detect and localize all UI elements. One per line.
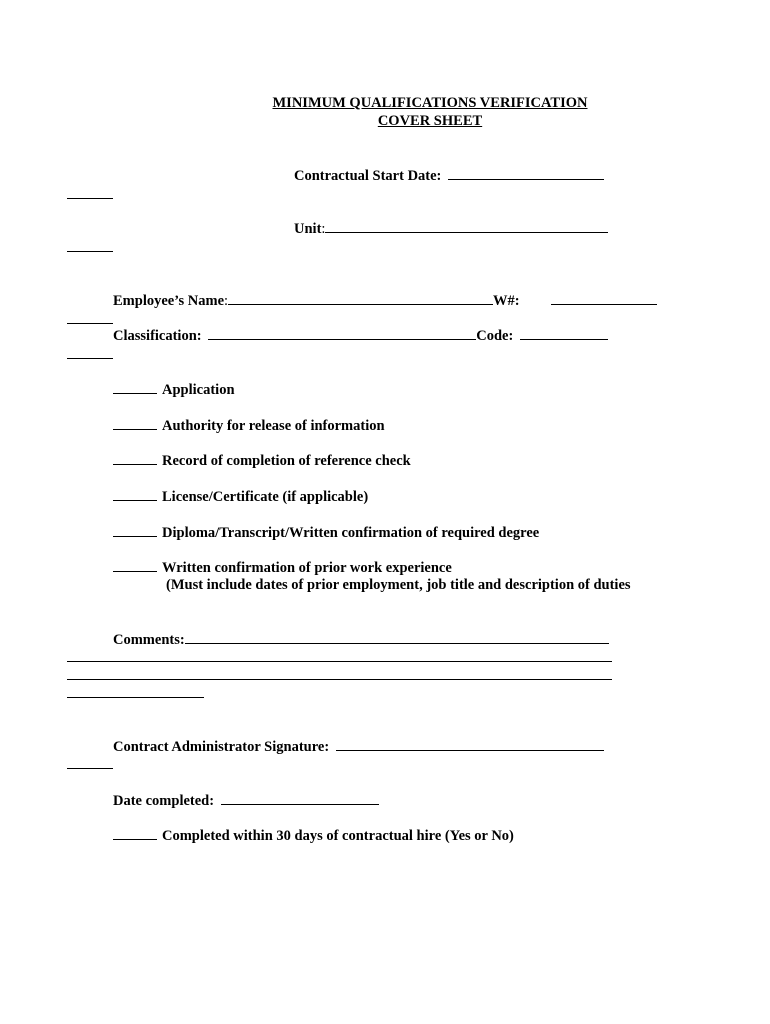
comments-line[interactable] xyxy=(67,679,612,680)
checklist-blank[interactable] xyxy=(113,380,157,394)
unit-row xyxy=(294,219,608,238)
completed-within-blank[interactable] xyxy=(113,826,157,840)
comments-row xyxy=(113,630,609,649)
date-completed-row xyxy=(113,791,379,810)
comments-label: Comments: xyxy=(113,632,185,648)
checklist-blank[interactable] xyxy=(113,523,157,537)
signature-field-continuation[interactable] xyxy=(67,768,113,769)
checklist-note: (Must include dates of prior employment, job title and description of duties xyxy=(166,577,631,593)
checklist-item xyxy=(113,523,539,542)
checklist-label: Record of completion of reference check xyxy=(162,453,411,469)
code-field[interactable] xyxy=(520,326,608,340)
start-date-field-continuation[interactable] xyxy=(67,198,113,199)
employee-name-colon: : xyxy=(224,293,229,309)
unit-label: Unit xyxy=(294,221,322,237)
start-date-row xyxy=(294,166,604,185)
checklist-blank[interactable] xyxy=(113,487,157,501)
start-date-label: Contractual Start Date: xyxy=(294,168,442,184)
classification-row xyxy=(113,326,608,345)
checklist-label: License/Certificate (if applicable) xyxy=(162,489,369,505)
checklist-blank[interactable] xyxy=(113,558,157,572)
checklist-label: Authority for release of information xyxy=(162,418,385,434)
checklist-label: Diploma/Transcript/Written confirmation of required degree xyxy=(162,525,540,541)
checklist-item xyxy=(113,487,368,506)
classification-field[interactable] xyxy=(208,326,476,340)
date-completed-label: Date completed: xyxy=(113,793,215,809)
signature-field[interactable] xyxy=(336,737,604,751)
checklist-label: Written confirmation of prior work experience xyxy=(162,560,452,576)
signature-row xyxy=(113,737,604,756)
checklist-blank[interactable] xyxy=(113,416,157,430)
employee-name-field[interactable] xyxy=(228,291,493,305)
employee-name-label: Employee’s Name xyxy=(113,293,225,309)
checklist-item xyxy=(113,451,411,470)
page-subtitle: COVER SHEET xyxy=(377,113,483,129)
page-title: MINIMUM QUALIFICATIONS VERIFICATION xyxy=(272,95,588,111)
code-label: Code: xyxy=(476,328,514,344)
checklist-item xyxy=(113,416,385,435)
comments-line[interactable] xyxy=(67,661,612,662)
w-number-field-continuation[interactable] xyxy=(67,323,113,324)
checklist-item xyxy=(113,380,235,399)
signature-label: Contract Administrator Signature: xyxy=(113,739,330,755)
comments-line[interactable] xyxy=(67,697,204,698)
comments-field[interactable] xyxy=(185,630,609,644)
w-number-field[interactable] xyxy=(551,304,657,305)
unit-field[interactable] xyxy=(325,219,608,233)
classification-label: Classification: xyxy=(113,328,202,344)
employee-name-row xyxy=(113,291,520,310)
unit-colon: : xyxy=(321,221,326,237)
checklist-item xyxy=(113,558,452,577)
w-number-label: W#: xyxy=(493,293,520,309)
date-completed-field[interactable] xyxy=(221,791,379,805)
checklist-blank[interactable] xyxy=(113,451,157,465)
completed-within-row xyxy=(113,826,514,845)
checklist-label: Application xyxy=(162,382,235,398)
classification-field-continuation[interactable] xyxy=(67,358,113,359)
start-date-field[interactable] xyxy=(448,166,604,180)
unit-field-continuation[interactable] xyxy=(67,251,113,252)
completed-within-label: Completed within 30 days of contractual hire (Yes or No) xyxy=(162,828,514,844)
